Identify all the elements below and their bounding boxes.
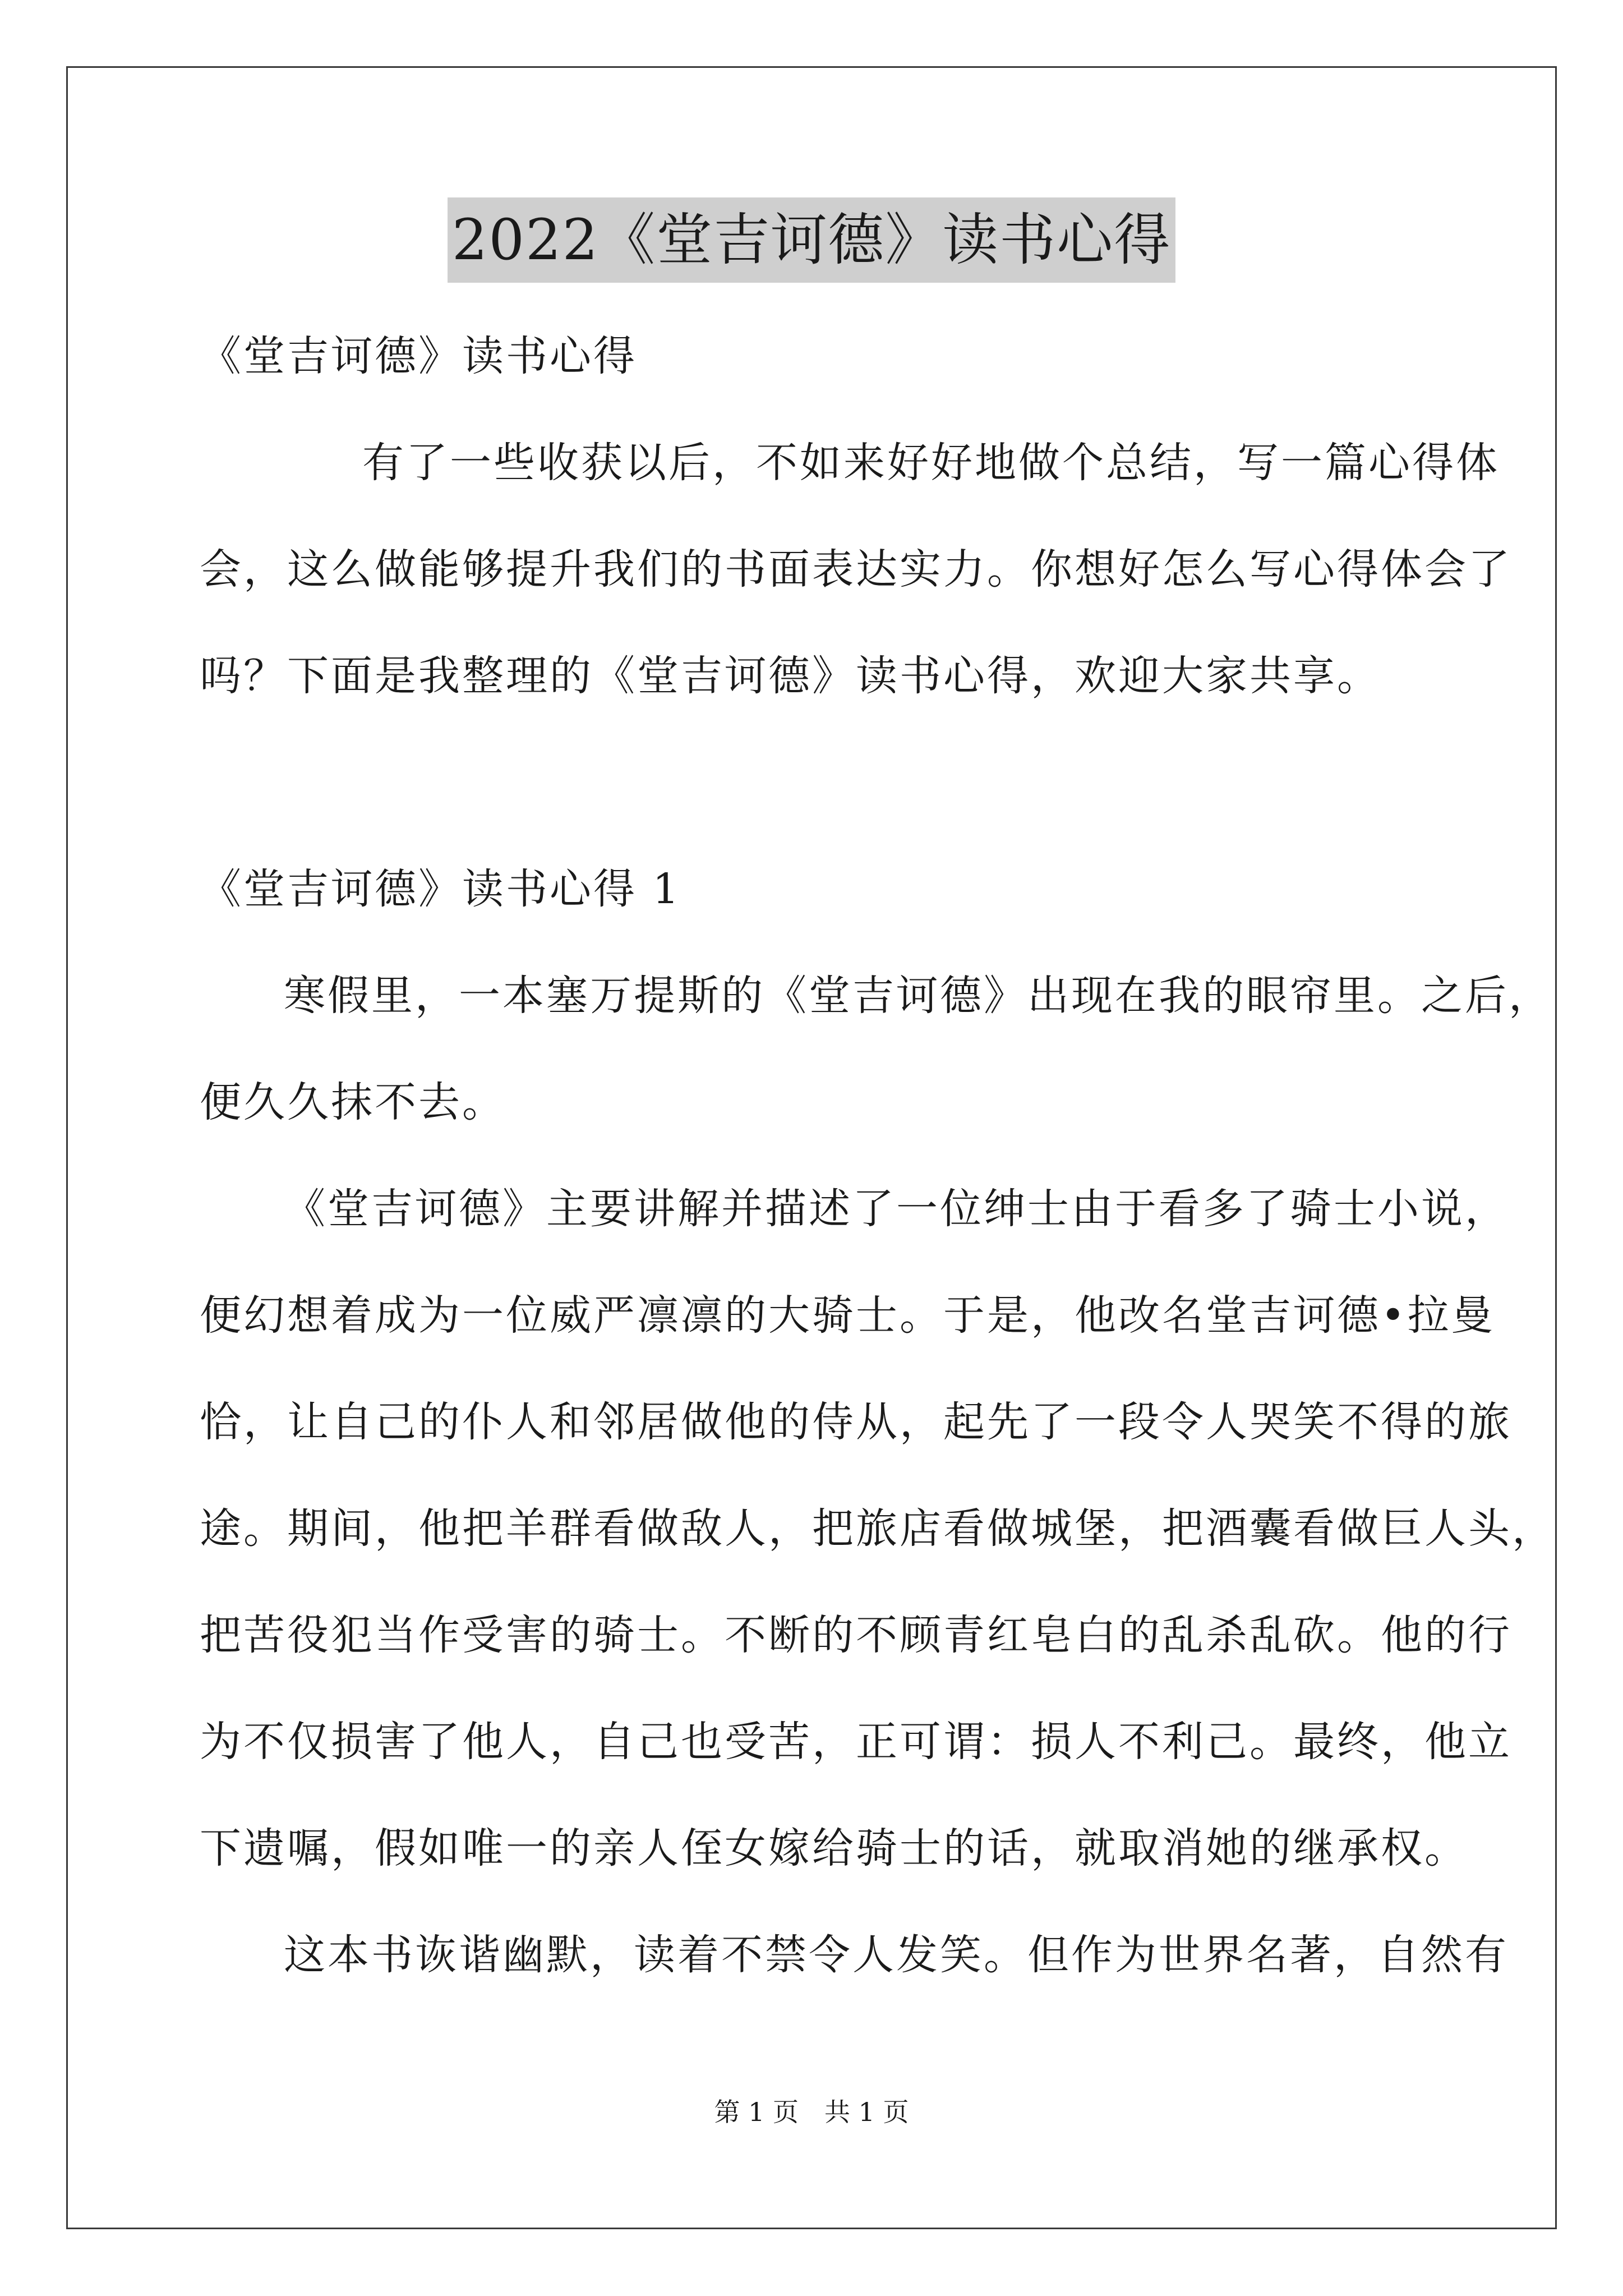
document-subtitle: 《堂吉诃德》读书心得 [200, 332, 637, 380]
body-line: 《堂吉诃德》主要讲解并描述了一位绅士由于看多了骑士小说， [284, 1185, 1509, 1233]
intro-line: 会，这么做能够提升我们的书面表达实力。你想好怎么写心得体会了 [200, 545, 1512, 593]
body-line: 这本书诙谐幽默，读着不禁令人发笑。但作为世界名著，自然有 [284, 1931, 1509, 1979]
body-line: 下遗嘱，假如唯一的亲人侄女嫁给骑士的话，就取消她的继承权。 [200, 1824, 1468, 1872]
intro-line: 吗？下面是我整理的《堂吉诃德》读书心得，欢迎大家共享。 [200, 652, 1381, 700]
intro-line: 有了一些收获以后，不如来好好地做个总结，写一篇心得体 [362, 439, 1500, 487]
body-line: 把苦役犯当作受害的骑士。不断的不顾青红皂白的乱杀乱砍。他的行 [200, 1611, 1512, 1659]
body-line: 便幻想着成为一位威严凛凛的大骑士。于是，他改名堂吉诃德•拉曼 [200, 1291, 1495, 1340]
section-heading: 《堂吉诃德》读书心得 1 [200, 865, 681, 913]
body-line: 为不仅损害了他人，自己也受苦，正可谓：损人不利己。最终，他立 [200, 1718, 1512, 1766]
document-title: 2022《堂吉诃德》读书心得 [448, 197, 1176, 283]
title-container [0, 197, 1623, 283]
page-number-footer: 第 1 页 共 1 页 [714, 2097, 909, 2127]
body-line: 途。期间，他把羊群看做敌人，把旅店看做城堡，把酒囊看做巨人头， [200, 1504, 1556, 1553]
body-line: 便久久抹不去。 [200, 1078, 506, 1126]
document-body [200, 303, 1556, 2008]
body-line: 恰，让自己的仆人和邻居做他的侍从，起先了一段令人哭笑不得的旅 [200, 1398, 1512, 1446]
paragraph-gap [200, 729, 1433, 836]
body-line: 寒假里，一本塞万提斯的《堂吉诃德》出现在我的眼帘里。之后， [284, 972, 1552, 1020]
